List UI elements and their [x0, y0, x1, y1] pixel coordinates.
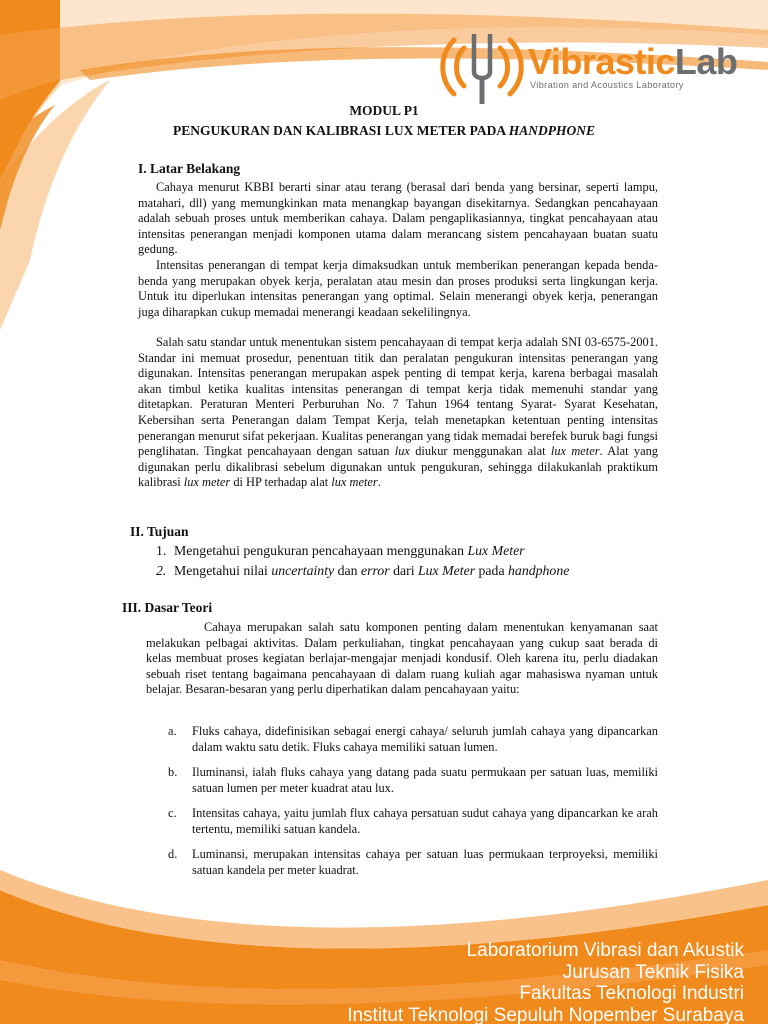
- section-heading-dasar-teori: III. Dasar Teori: [122, 600, 212, 616]
- footer-line-4: Institut Teknologi Sepuluh Nopember Surabaya: [347, 1005, 744, 1026]
- section-heading-latar-belakang: I. Latar Belakang: [138, 161, 240, 177]
- list-item-d: d. Luminansi, merupakan intensitas cahaya per satuan luas permukaan terproyeksi, memiliki satuan kandela per meter kuadrat.: [168, 847, 658, 878]
- list-item-b: b. Iluminansi, ialah fluks cahaya yang datang pada suatu permukaan per satuan luas, memiliki satuan lumen per meter kuadrat atau lux.: [168, 765, 658, 796]
- module-title: MODUL P1: [100, 103, 668, 119]
- footer-line-3: Fakultas Teknologi Industri: [347, 983, 744, 1005]
- section-heading-tujuan: II. Tujuan: [130, 524, 189, 540]
- logo-wordmark: VibrasticLab: [528, 42, 737, 82]
- paragraph-latar-3: Salah satu standar untuk menentukan sistem pencahayaan di tempat kerja adalah SNI 03-6575-2001. Standar ini memuat prosedur, penentuan titik dan peralatan pengukuran intensitas penerangan yang digunakan. Intensitas penerangan merupakan aspek penting di tempat kerja, karena berbagai masalah akan timbul ketika kualitas intensitas penerangan di tempat kerja tidak memenuhi standar yang ditetapkan. Peraturan Menteri Perburuhan No. 7 Tahun 1964 tentang Syarat- Syarat Kesehatan, Kebersihan serta Penerangan dalam Tempat Kerja, telah menetapkan ketentuan penting intensitas penerangan menurut sifat pekerjaan. Kualitas penerangan yang tidak memadai berefek buruk bagi fungsi penglihatan. Tingkat pencahayaan dengan satuan lux diukur menggunakan alat lux meter. Alat yang digunakan perlu dikalibrasi sebelum digunakan untuk pengukuran, sehingga dilakukanlah praktikum kalibrasi lux meter di HP terhadap alat lux meter.: [138, 335, 658, 491]
- footer-institution: [347, 940, 744, 1026]
- objective-item-1: 1. Mengetahui pengukuran pencahayaan menggunakan Lux Meter: [156, 543, 525, 559]
- logo-tagline: Vibration and Acoustics Laboratory: [530, 80, 684, 90]
- paragraph-latar-2: Intensitas penerangan di tempat kerja dimaksudkan untuk memberikan penerangan kepada benda- benda yang merupakan obyek kerja, peralatan atau mesin dan proses produksi serta lingkungan kerja. Untuk itu diperlukan intensitas penerangan yang optimal. Selain menerangi obyek kerja, penerangan juga diharapkan cukup memadai menerangi keadaan sekelilingnya.: [138, 258, 658, 320]
- footer-line-1: Laboratorium Vibrasi dan Akustik: [347, 940, 744, 962]
- footer-line-2: Jurusan Teknik Fisika: [347, 962, 744, 984]
- paragraph-latar-1: Cahaya menurut KBBI berarti sinar atau terang (berasal dari benda yang bersinar, seperti lampu, matahari, dll) yang memungkinkan mata menangkap bayangan disekitarnya. Sedangkan pencahayaan adalah sebuah proses untuk memberikan cahaya. Dalam pengaplikasiannya, tingkat pencahayaan atau intensitas penerangan menjadi komponen utama dalam merancang sistem pencahayaan buatan suatu gedung.: [138, 180, 658, 258]
- vibrasticlab-logo: [436, 30, 736, 110]
- module-subtitle: PENGUKURAN DAN KALIBRASI LUX METER PADA HANDPHONE: [100, 123, 668, 139]
- objective-item-2: 2. Mengetahui nilai uncertainty dan error dari Lux Meter pada handphone: [156, 563, 569, 579]
- list-item-a: a. Fluks cahaya, didefinisikan sebagai energi cahaya/ seluruh jumlah cahaya yang dipancarkan dalam waktu satu detik. Fluks cahaya memiliki satuan lumen.: [168, 724, 658, 755]
- tuning-fork-icon: [436, 30, 528, 110]
- paragraph-dasar-teori: Cahaya merupakan salah satu komponen penting dalam menentukan kenyamanan saat melakukan pelbagai aktivitas. Dalam perkuliahan, tingkat pencahayaan yang cukup saat berada di kelas membuat proses kegiatan berlajar-mengajar menjadi kondusif. Oleh karena itu, perlu diadakan sebuah riset tentang bagaimana pencahayaan di dalam ruang kuliah agar mahasiswa nyaman untuk belajar. Besaran-besaran yang perlu diperhatikan dalam pencahayaan yaitu:: [146, 620, 658, 698]
- list-item-c: c. Intensitas cahaya, yaitu jumlah flux cahaya persatuan sudut cahaya yang dipancarkan ke arah tertentu, memiliki satuan kandela.: [168, 806, 658, 837]
